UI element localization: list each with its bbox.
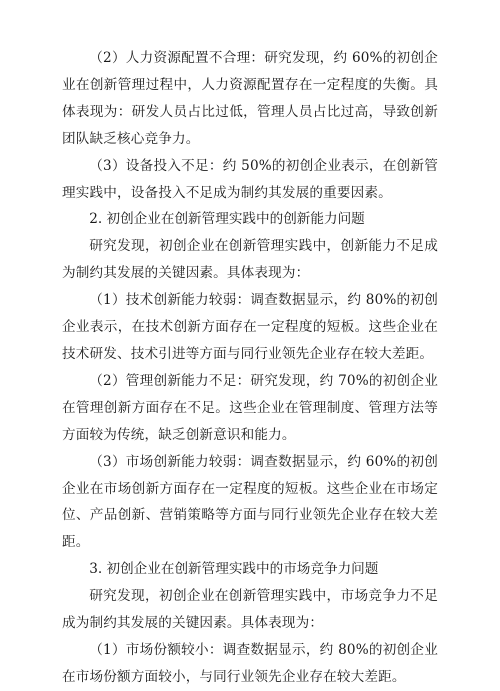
document-page	[62, 45, 438, 691]
section-heading-innovation-capability: 2. 初创企业在创新管理实践中的创新能力问题	[89, 211, 365, 228]
paragraph-innovation-capability-intro: 研究发现，初创企业在创新管理实践中，创新能力不足成为制约其发展的关键因素。具体表现为：	[62, 238, 438, 282]
paragraph-market-share: （1）市场份额较小：调查数据显示，约 80%的初创企业在市场份额方面较小，与同行业领先企业存在较大差距。	[62, 641, 438, 685]
paragraph-equipment-investment: （3）设备投入不足：约 50%的初创企业表示，在创新管理实践中，设备投入不足成为制约其发展的重要因素。	[62, 157, 438, 201]
paragraph-hr-allocation: （2）人力资源配置不合理：研究发现，约 60%的初创企业在创新管理过程中，人力资源配置存在一定程度的失衡。具体表现为：研发人员占比过低，管理人员占比过高，导致创新团队缺乏核心竞争力。	[62, 50, 438, 147]
section-heading-market-competitiveness: 3. 初创企业在创新管理实践中的市场竞争力问题	[89, 561, 379, 578]
paragraph-market-innovation: （3）市场创新能力较弱：调查数据显示，约 60%的初创企业在市场创新方面存在一定程度的短板。这些企业在市场定位、产品创新、营销策略等方面与同行业领先企业存在较大差距。	[62, 453, 438, 551]
paragraph-technical-innovation: （1）技术创新能力较弱：调查数据显示，约 80%的初创企业表示，在技术创新方面存在一定程度的短板。这些企业在技术研发、技术引进等方面与同行业领先企业存在较大差距。	[62, 292, 438, 362]
paragraph-management-innovation: （2）管理创新能力不足：研究发现，约 70%的初创企业在管理创新方面存在不足。这些企业在管理制度、管理方法等方面较为传统，缺乏创新意识和能力。	[62, 372, 438, 443]
paragraph-market-competitiveness-intro: 研究发现，初创企业在创新管理实践中，市场竞争力不足成为制约其发展的关键因素。具体表现为：	[62, 588, 438, 632]
